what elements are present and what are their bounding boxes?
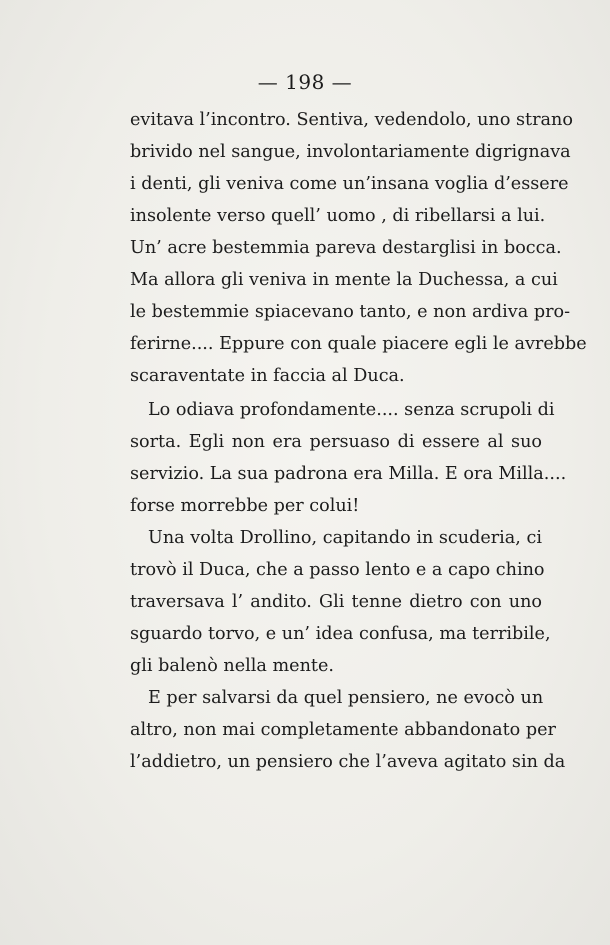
text-line: sguardo torvo, e un’ idea confusa, ma terribile, (130, 624, 551, 644)
paragraph-first-line: Lo odiava profondamente.... senza scrupoli di (148, 400, 555, 420)
text-line: traversava l’ andito. Gli tenne dietro con uno (130, 592, 542, 612)
text-line: altro, non mai completamente abbandonato per (130, 720, 556, 740)
page-number: — 198 — (257, 70, 353, 94)
text-line: ferirne.... Eppure con quale piacere egli le avrebbe (130, 334, 587, 354)
text-line: brivido nel sangue, involontariamente digrignava (130, 142, 571, 162)
text-line: le bestemmie spiacevano tanto, e non ardiva pro- (130, 302, 571, 322)
paragraph-first-line: E per salvarsi da quel pensiero, ne evocò un (148, 688, 544, 708)
text-line: scaraventate in faccia al Duca. (130, 366, 405, 386)
text-line: i denti, gli veniva come un’insana voglia d’essere (130, 174, 569, 194)
text-line: gli balenò nella mente. (130, 656, 334, 676)
text-line: servizio. La sua padrona era Milla. E ora Milla.... (130, 464, 567, 484)
text-line: forse morrebbe per colui! (130, 496, 360, 516)
paragraph-first-line: Una volta Drollino, capitando in scuderia, ci (148, 528, 542, 548)
text-line: insolente verso quell’ uomo , di ribellarsi a lui. (130, 206, 546, 226)
text-line: evitava l’incontro. Sentiva, vedendolo, uno strano (130, 110, 573, 130)
text-line: trovò il Duca, che a passo lento e a capo chino (130, 560, 545, 580)
text-line: l’addietro, un pensiero che l’aveva agitato sin da (130, 752, 566, 772)
text-line: Un’ acre bestemmia pareva destarglisi in bocca. (130, 238, 562, 258)
text-line: sorta. Egli non era persuaso di essere al suo (130, 432, 542, 452)
text-line: Ma allora gli veniva in mente la Duchessa, a cui (130, 270, 558, 290)
